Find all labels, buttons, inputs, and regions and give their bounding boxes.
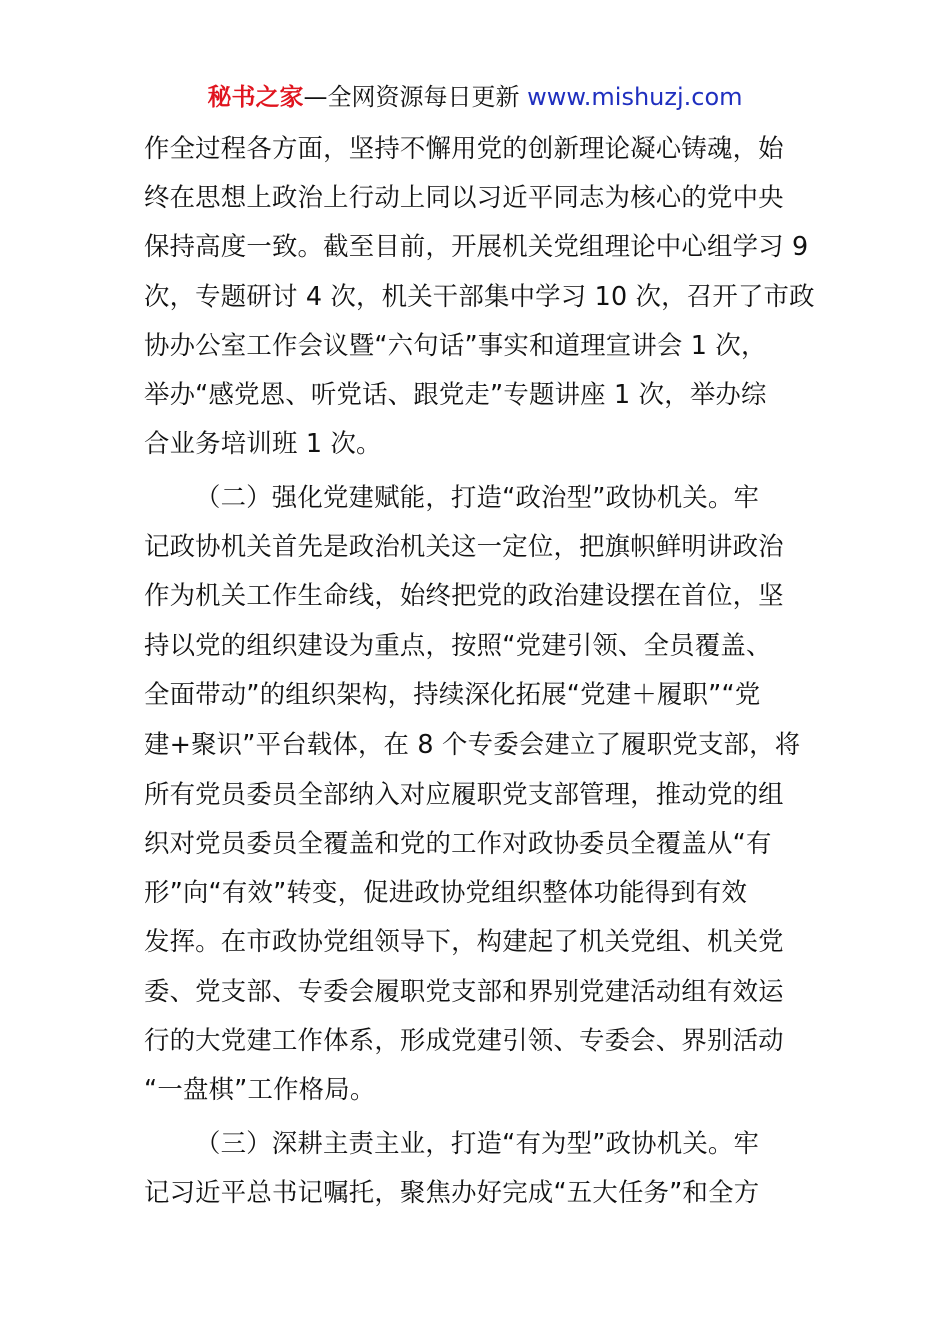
- body-line: 织对党员委员全覆盖和党的工作对政协委员全覆盖从“有: [144, 828, 772, 858]
- body-line: 举办“感党恩、听党话、跟党走”专题讲座 1 次，举办综: [144, 379, 767, 409]
- body-line: 记习近平总书记嘱托，聚焦办好完成“五大任务”和全方: [144, 1177, 760, 1207]
- body-line: 发挥。在市政协党组领导下，构建起了机关党组、机关党: [144, 926, 784, 956]
- header-tagline: —全网资源每日更新: [303, 83, 520, 111]
- brand-name: 秘书之家: [207, 83, 304, 111]
- body-line: 全面带动”的组织架构，持续深化拓展“党建＋履职”“党: [144, 679, 761, 709]
- body-line: “一盘棋”工作格局。: [144, 1074, 376, 1104]
- body-line: 保持高度一致。截至目前，开展机关党组理论中心组学习 9: [144, 231, 809, 261]
- body-line: 作全过程各方面，坚持不懈用党的创新理论凝心铸魂，始: [144, 133, 784, 163]
- body-line: 持以党的组织建设为重点，按照“党建引领、全员覆盖、: [144, 630, 772, 660]
- body-line: 记政协机关首先是政治机关这一定位，把旗帜鲜明讲政治: [144, 531, 784, 561]
- site-header: [0, 80, 950, 114]
- body-line: 作为机关工作生命线，始终把党的政治建设摆在首位，坚: [144, 580, 784, 610]
- body-line: 终在思想上政治上行动上同以习近平同志为核心的党中央: [144, 182, 784, 212]
- body-line: （三）深耕主责主业，打造“有为型”政协机关。牢: [195, 1128, 760, 1158]
- body-line: 协办公室工作会议暨“六句话”事实和道理宣讲会 1 次，: [144, 330, 767, 360]
- site-url[interactable]: www.mishuzj.com: [527, 83, 743, 111]
- body-line: 建+聚识”平台载体，在 8 个专委会建立了履职党支部，将: [144, 729, 801, 759]
- body-line: 所有党员委员全部纳入对应履职党支部管理，推动党的组: [144, 779, 784, 809]
- body-line: 合业务培训班 1 次。: [144, 428, 382, 458]
- body-line: （二）强化党建赋能，打造“政治型”政协机关。牢: [195, 482, 760, 512]
- body-line: 形”向“有效”转变，促进政协党组织整体功能得到有效: [144, 877, 748, 907]
- body-line: 次，专题研讨 4 次，机关干部集中学习 10 次，召开了市政: [144, 281, 815, 311]
- body-line: 行的大党建工作体系，形成党建引领、专委会、界别活动: [144, 1025, 784, 1055]
- body-line: 委、党支部、专委会履职党支部和界别党建活动组有效运: [144, 976, 784, 1006]
